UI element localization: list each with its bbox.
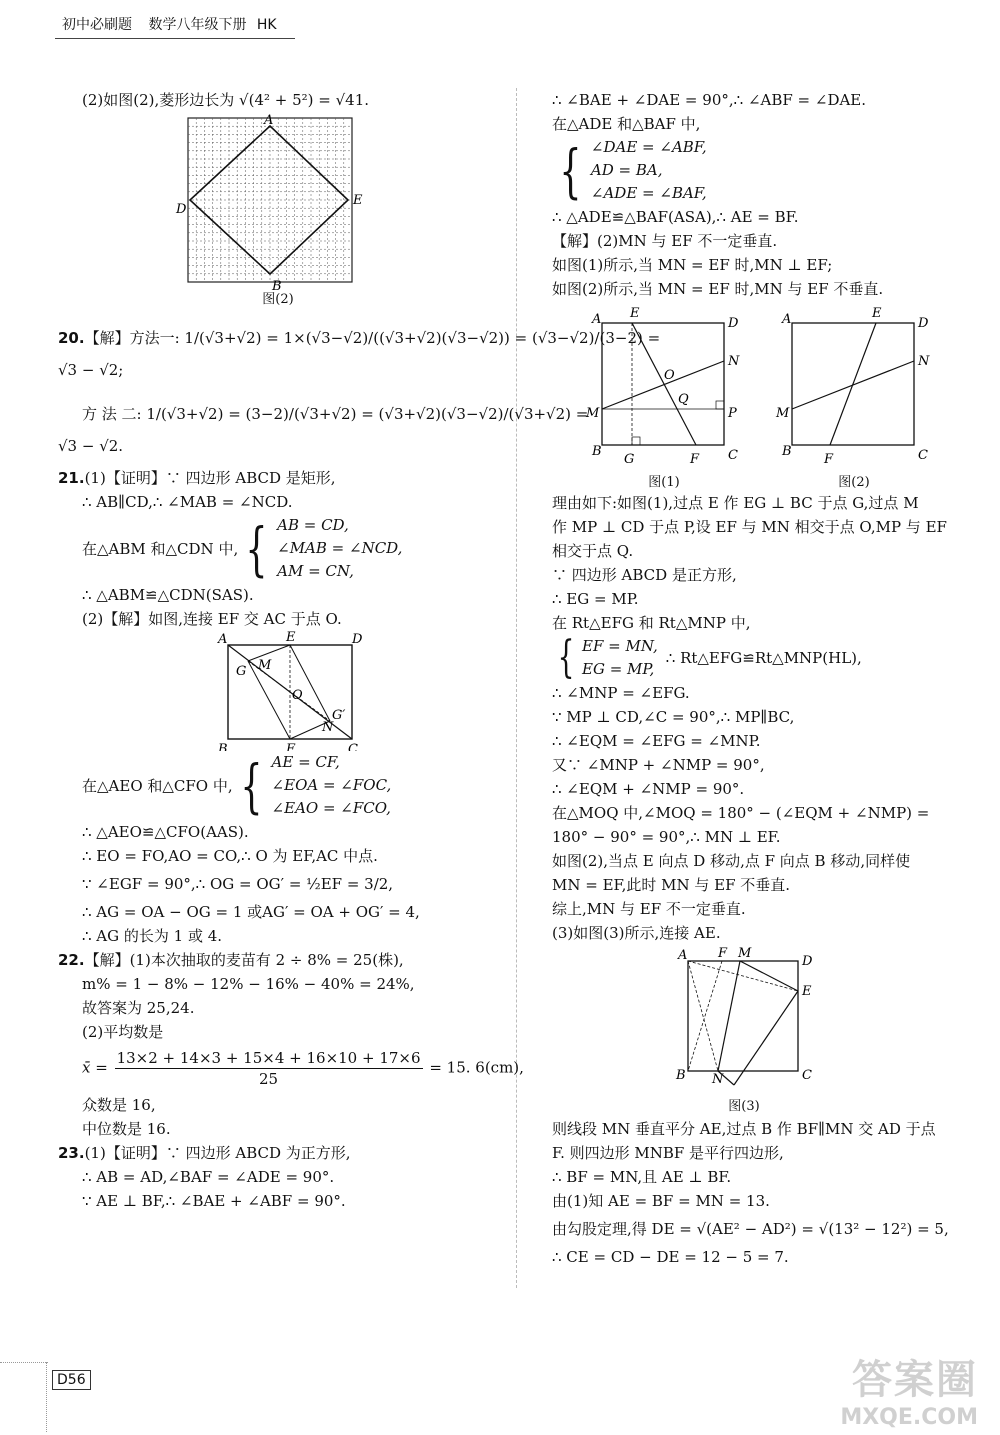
footer-dots-vertical bbox=[46, 1362, 47, 1432]
label-b: B bbox=[272, 279, 282, 294]
footer-dots bbox=[0, 1362, 48, 1363]
label-g: G bbox=[236, 664, 247, 679]
q22-line4: (2)平均数是 bbox=[82, 1023, 164, 1041]
figure-square-3 bbox=[552, 945, 972, 1117]
label-o: O bbox=[292, 688, 303, 703]
q22-number: 22. bbox=[58, 951, 85, 969]
label-o: O bbox=[664, 368, 675, 383]
label-q: Q bbox=[678, 392, 689, 407]
q22-mean-fraction bbox=[115, 1048, 423, 1089]
r-b1-2: ∠ADE = ∠BAF, bbox=[590, 184, 707, 202]
r-line13: ∴ ∠MNP = ∠EFG. bbox=[552, 684, 690, 702]
r-line20: 如图(2),当点 E 向点 D 移动,点 F 向点 B 移动,同样使 bbox=[552, 852, 911, 870]
book-title: 初中必刷题 bbox=[62, 17, 132, 33]
label-e: E bbox=[630, 306, 640, 321]
r-line19: 180° − 90° = 90°,∴ MN ⊥ EF. bbox=[552, 828, 781, 846]
label-m: M bbox=[776, 406, 790, 421]
label-n: N bbox=[712, 1072, 724, 1087]
q23-number: 23. bbox=[58, 1144, 85, 1162]
r-line21: MN = EF,此时 MN 与 EF 不垂直. bbox=[552, 876, 791, 894]
q23-line2: ∴ AB = AD,∠BAF = ∠ADE = 90°. bbox=[82, 1168, 335, 1186]
label-b: B bbox=[218, 742, 228, 751]
q21-line8: ∴ EO = FO,AO = CO,∴ O 为 EF,AC 中点. bbox=[82, 847, 378, 865]
q21-brace2: 在△AEO 和△CFO 中, { AE = CF, ∠EOA = ∠FOC, ∠EAO = ∠FCO, bbox=[82, 751, 392, 820]
q21-line2: ∴ AB∥CD,∴ ∠MAB = ∠NCD. bbox=[82, 493, 293, 511]
r-line28: 由勾股定理,得 DE = √(AE² − AD²) = √(13² − 12²) = 5, bbox=[552, 1220, 949, 1238]
label-d: D bbox=[352, 632, 363, 647]
subject-label: 数学八年级下册 bbox=[148, 17, 247, 33]
label-p: P bbox=[728, 406, 737, 421]
q19-part2: (2)如图(2),菱形边长为 √(4² + 5²) = √41. bbox=[82, 91, 370, 109]
q21-brace1: 在△ABM 和△CDN 中, { AB = CD, ∠MAB = ∠NCD, AM = CN, bbox=[82, 514, 403, 583]
q21-text1: (1)【证明】∵ 四边形 ABCD 是矩形, bbox=[84, 469, 336, 487]
r-b2-1: EG = MP, bbox=[582, 660, 655, 678]
r-line22: 综上,MN 与 EF 不一定垂直. bbox=[552, 900, 746, 918]
q21-b2-2: ∠EAO = ∠FCO, bbox=[271, 799, 391, 817]
r-b2-0: EF = MN, bbox=[582, 637, 658, 655]
q21-number: 21. bbox=[58, 469, 85, 487]
label-n: N bbox=[918, 354, 930, 369]
q21-b1-2: AM = CN, bbox=[277, 562, 354, 580]
q20-line3: 方 法 二: 1/(√3+√2) = (3−2)/(√3+√2) = (√3+√2)(√3−√2)/(√3+√2) = bbox=[82, 405, 589, 423]
label-b: B bbox=[676, 1068, 686, 1083]
header-rule bbox=[55, 38, 295, 39]
q21-line4: ∴ △ABM≌△CDN(SAS). bbox=[82, 586, 254, 604]
r-b1-1: AD = BA, bbox=[590, 161, 663, 179]
label-a: A bbox=[782, 312, 792, 327]
page-header bbox=[62, 14, 277, 34]
q23-line1 bbox=[58, 1141, 498, 1165]
label-e: E bbox=[872, 306, 882, 321]
r-line14: ∵ MP ⊥ CD,∠C = 90°,∴ MP∥BC, bbox=[552, 708, 795, 726]
r-brace2-items bbox=[582, 635, 658, 681]
r-brace2-tail: ∴ Rt△EFG≌Rt△MNP(HL), bbox=[665, 649, 862, 667]
rhombus-grid-svg bbox=[58, 112, 498, 308]
q20-line1 bbox=[58, 322, 661, 354]
q21-b2-0: AE = CF, bbox=[271, 753, 340, 771]
label-c: C bbox=[728, 448, 738, 463]
q23-text1: (1)【证明】∵ 四边形 ABCD 为正方形, bbox=[84, 1144, 351, 1162]
q22-line5: 众数是 16, bbox=[82, 1096, 156, 1114]
label-d: D bbox=[918, 316, 929, 331]
q20-number: 20. bbox=[58, 329, 85, 347]
label-n: N bbox=[728, 354, 740, 369]
r-line25: F. 则四边形 MNBF 是平行四边形, bbox=[552, 1144, 784, 1162]
q21-line9: ∵ ∠EGF = 90°,∴ OG = OG′ = ½EF = 3/2, bbox=[82, 875, 394, 893]
r-line29: ∴ CE = CD − DE = 12 − 5 = 7. bbox=[552, 1248, 789, 1266]
r-line5: 如图(1)所示,当 MN = EF 时,MN ⊥ EF; bbox=[552, 256, 833, 274]
label-a: A bbox=[592, 312, 602, 327]
r-line9: 相交于点 Q. bbox=[552, 542, 634, 560]
label-m: M bbox=[586, 406, 600, 421]
fig2-caption: 图(2) bbox=[262, 292, 294, 307]
squares-svg bbox=[552, 301, 972, 491]
r-line8: 作 MP ⊥ CD 于点 P,设 EF 与 MN 相交于点 O,MP 与 EF bbox=[552, 518, 947, 536]
watermark-bottom: MXQE.COM bbox=[840, 1405, 978, 1430]
r-line7: 理由如下:如图(1),过点 E 作 EG ⊥ BC 于点 G,过点 M bbox=[552, 494, 919, 512]
r-line26: ∴ BF = MN,且 AE ⊥ BF. bbox=[552, 1168, 732, 1186]
q22-line6: 中位数是 16. bbox=[82, 1120, 171, 1138]
q20-text1: 【解】方法一: 1/(√3+√2) = 1×(√3−√2)/((√3+√2)(√3−√2)) = (√3−√2)/(3−2) = bbox=[84, 329, 661, 347]
label-d: D bbox=[176, 202, 187, 217]
figure-rhombus-grid bbox=[58, 112, 498, 308]
label-a: A bbox=[678, 948, 688, 963]
label-f: F bbox=[286, 742, 296, 751]
label-a: A bbox=[264, 113, 274, 128]
r-b1-0: ∠DAE = ∠ABF, bbox=[590, 138, 707, 156]
label-m: M bbox=[258, 658, 272, 673]
q21-brace2-items bbox=[272, 751, 392, 820]
label-c: C bbox=[348, 742, 358, 751]
square-fig2 bbox=[775, 306, 930, 467]
q22-line2: m% = 1 − 8% − 12% − 16% − 40% = 24%, bbox=[82, 975, 415, 993]
r-line15: ∴ ∠EQM = ∠EFG = ∠MNP. bbox=[552, 732, 761, 750]
figA-caption: 图(1) bbox=[648, 475, 680, 490]
r-line17: ∴ ∠EQM + ∠NMP = 90°. bbox=[552, 780, 745, 798]
q22-text1: 【解】(1)本次抽取的麦苗有 2 ÷ 8% = 25(株), bbox=[84, 951, 404, 969]
square3-svg bbox=[552, 945, 972, 1117]
label-m: M bbox=[738, 946, 752, 961]
q21-brace1-pre: 在△ABM 和△CDN 中, bbox=[82, 540, 239, 558]
q21-figure-svg bbox=[58, 631, 498, 751]
q21-line1 bbox=[58, 466, 498, 490]
label-e: E bbox=[286, 631, 296, 645]
edition-label: HK bbox=[256, 17, 277, 33]
r-brace1-items bbox=[591, 136, 707, 205]
label-b: B bbox=[592, 444, 602, 459]
q21-b1-1: ∠MAB = ∠NCD, bbox=[277, 539, 403, 557]
q22-line3: 故答案为 25,24. bbox=[82, 999, 195, 1017]
square-fig1 bbox=[585, 306, 740, 467]
label-g: G bbox=[624, 452, 635, 467]
page-number: D56 bbox=[52, 1370, 91, 1390]
q20-line4: √3 − √2. bbox=[58, 437, 124, 455]
q21-line7: ∴ △AEO≌△CFO(AAS). bbox=[82, 823, 249, 841]
q21-line10: ∴ AG = OA − OG = 1 或AG′ = OA + OG′ = 4, bbox=[82, 903, 420, 921]
r-line2: 在△ADE 和△BAF 中, bbox=[552, 115, 701, 133]
r-line23: (3)如图(3)所示,连接 AE. bbox=[552, 924, 721, 942]
label-f: F bbox=[824, 452, 834, 467]
r-line16: 又∵ ∠MNP + ∠NMP = 90°, bbox=[552, 756, 765, 774]
r-line12: 在 Rt△EFG 和 Rt△MNP 中, bbox=[552, 614, 751, 632]
r-line6: 如图(2)所示,当 MN = EF 时,MN 与 EF 不垂直. bbox=[552, 280, 884, 298]
label-e: E bbox=[353, 193, 363, 208]
figure-squares-1-2 bbox=[552, 301, 972, 491]
label-c: C bbox=[802, 1068, 812, 1083]
q22-mean-numerator: 13×2 + 14×3 + 15×4 + 16×10 + 17×6 bbox=[116, 1049, 421, 1067]
column-divider bbox=[516, 88, 517, 1288]
label-d: D bbox=[728, 316, 739, 331]
r-line27: 由(1)知 AE = BF = MN = 13. bbox=[552, 1192, 770, 1210]
q21-brace2-pre: 在△AEO 和△CFO 中, bbox=[82, 777, 233, 795]
label-e: E bbox=[802, 984, 812, 999]
label-n: N bbox=[322, 720, 334, 735]
r-line24: 则线段 MN 垂直平分 AE,过点 B 作 BF∥MN 交 AD 于点 bbox=[552, 1120, 936, 1138]
watermark-top: 答案圈 bbox=[852, 1357, 978, 1403]
r-brace2: { EF = MN, EG = MP, ∴ Rt△EFG≌Rt△MNP(HL), bbox=[557, 632, 862, 683]
watermark bbox=[840, 1348, 978, 1430]
r-line18: 在△MOQ 中,∠MOQ = 180° − (∠EQM + ∠NMP) = bbox=[552, 804, 930, 822]
right-column bbox=[552, 88, 972, 1269]
figC-caption: 图(3) bbox=[728, 1099, 760, 1114]
r-line4: 【解】(2)MN 与 EF 不一定垂直. bbox=[552, 232, 778, 250]
q20-line2: √3 − √2; bbox=[58, 361, 124, 379]
label-f: F bbox=[690, 452, 700, 467]
q23-line3: ∵ AE ⊥ BF,∴ ∠BAE + ∠ABF = 90°. bbox=[82, 1192, 346, 1210]
label-a: A bbox=[218, 632, 228, 647]
label-d: D bbox=[802, 954, 813, 969]
figure-rectangle-q21 bbox=[58, 631, 498, 751]
label-f: F bbox=[718, 946, 728, 961]
r-brace1: { ∠DAE = ∠ABF, AD = BA, ∠ADE = ∠BAF, bbox=[559, 136, 707, 205]
q21-brace1-items bbox=[277, 514, 402, 583]
q22-mean: x̄ = $\frac{13\times 2 + 14\times 3 + 15\times 4 + 16\times 10 + 17\times 6}{25}$ = 15. 6(cm), bbox=[82, 1049, 524, 1088]
q22-mean-result: = 15. 6(cm), bbox=[429, 1058, 524, 1077]
q21-line11: ∴ AG 的长为 1 或 4. bbox=[82, 927, 223, 945]
label-g-prime: G′ bbox=[332, 708, 346, 723]
label-c: C bbox=[918, 448, 928, 463]
r-line11: ∴ EG = MP. bbox=[552, 590, 639, 608]
q22-mean-denominator: 25 bbox=[259, 1070, 279, 1088]
r-line10: ∵ 四边形 ABCD 是正方形, bbox=[552, 566, 737, 584]
q21-b2-1: ∠EOA = ∠FOC, bbox=[271, 776, 392, 794]
q21-b1-0: AB = CD, bbox=[277, 516, 349, 534]
r-line1: ∴ ∠BAE + ∠DAE = 90°,∴ ∠ABF = ∠DAE. bbox=[552, 91, 867, 109]
label-b: B bbox=[782, 444, 792, 459]
q21-line5: (2)【解】如图,连接 EF 交 AC 于点 O. bbox=[82, 610, 342, 628]
figB-caption: 图(2) bbox=[838, 475, 870, 490]
r-line3: ∴ △ADE≌△BAF(ASA),∴ AE = BF. bbox=[552, 208, 799, 226]
q22-line1 bbox=[58, 948, 498, 972]
